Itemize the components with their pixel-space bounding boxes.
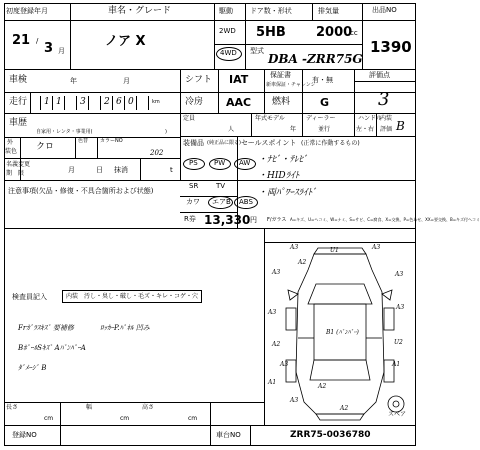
chassis-value: ZRR75-0036780 — [290, 430, 371, 440]
deadline-label: 抹消 — [114, 166, 128, 174]
shift-value: IAT — [229, 73, 249, 86]
history-sub: 自家用・レンタ・事業用( — [36, 129, 93, 135]
capacity-label: 定員 — [183, 115, 196, 122]
damage-mark: A3 — [372, 244, 381, 251]
equip-sub: (純正品に限る) — [207, 140, 241, 146]
shift-label: シフト — [185, 75, 213, 85]
lot-value: 1390 — [370, 38, 412, 56]
selling-point: ・両ﾊﾟﾜｰｽﾗｲﾄﾞ — [258, 188, 317, 198]
color-no-label: カラーNO — [100, 138, 123, 144]
outer-label: 外 — [7, 139, 14, 146]
history-label: 車歴 — [9, 118, 28, 128]
cc-unit: cc — [350, 29, 358, 37]
model-label: 型式 — [250, 47, 264, 55]
fuel-label: 燃料 — [272, 97, 291, 107]
glass-label: F/ガラス — [267, 217, 287, 223]
interior-value: B — [396, 119, 405, 133]
displacement-label: 排気量 — [318, 7, 339, 15]
reg-slash: / — [36, 37, 39, 45]
mileage-digit: 1 — [44, 97, 50, 107]
warranty-label: 保証書 — [270, 71, 291, 79]
damage-mark: U2 — [394, 339, 403, 346]
reg-month: 3 — [44, 41, 54, 56]
mileage-digit: 6 — [116, 97, 122, 107]
handle-label: ハンドル — [358, 115, 383, 122]
color-value: クロ — [36, 142, 55, 152]
damage-mark: A1 — [268, 379, 277, 386]
first-reg-label: 初度登録年月 — [6, 7, 48, 15]
length-unit: cm — [44, 415, 54, 422]
name-change-label: 名義変更 — [6, 161, 31, 168]
inspector-note: BﾎﾟｰﾙSｷｽﾞ AﾊﾞﾝﾊﾟｰA — [18, 344, 86, 352]
damage-mark: A3 — [396, 304, 405, 311]
damage-mark: A2 — [340, 405, 349, 412]
damage-mark: A3 — [280, 361, 289, 368]
name-change-day: 日 — [96, 166, 103, 174]
month-unit: 月 — [58, 47, 65, 55]
damage-mark: A3 — [272, 269, 281, 276]
recycle-unit: 円 — [250, 216, 257, 224]
year-model-unit: 年 — [290, 126, 297, 133]
ac-value: AAC — [226, 96, 252, 109]
equip-abs: ABS — [239, 198, 253, 206]
damage-mark: A3 — [395, 271, 404, 278]
name-change-label-2: 期 限 — [6, 170, 25, 177]
height-unit: cm — [188, 415, 198, 422]
chassis-label: 車台NO — [216, 431, 241, 439]
km-unit: km — [152, 99, 160, 105]
scratch-legend: A=キズ、U=ヘコミ、W=ナミ、S=サビ、C=腐食、X=交換、P=色あせ、XX=要交換、B=キズ付ヘコミ — [290, 217, 480, 222]
shaken-year-unit: 年 — [70, 77, 77, 85]
selling-label: セールスポイント — [241, 139, 297, 147]
reg-year: 21 — [12, 33, 31, 48]
damage-mark: A3 — [290, 244, 299, 251]
interior-sub: 評価 — [380, 126, 393, 133]
lot-label: 出品NO — [372, 6, 397, 14]
drive-2wd: 2WD — [219, 27, 236, 35]
deadline-unit: t — [170, 166, 173, 174]
inspector-tags: 内装 汚し・臭し・破し・毛ズ・キレ・コゲ・穴 — [66, 293, 198, 300]
mileage-digit: 2 — [104, 97, 110, 107]
warranty-value: 有・無 — [312, 76, 333, 84]
reg-no-label: 登録NO — [12, 431, 37, 439]
notes-label: 注意事項(欠品・修復・不具合箇所および状態) — [8, 187, 154, 195]
car-name: ノア X — [105, 34, 146, 49]
damage-mark: A3 — [290, 397, 299, 404]
width-unit: cm — [120, 415, 130, 422]
selling-point: ・HIDﾗｲﾄ — [258, 171, 300, 181]
width-label: 幅 — [86, 404, 93, 411]
damage-mark: A2 — [272, 341, 281, 348]
height-label: 高さ — [142, 404, 155, 411]
equip-ka: カワ — [186, 198, 200, 206]
fuel-value: G — [320, 96, 330, 109]
damage-mark: U1 — [330, 247, 339, 254]
inspector-label: 検査員記入 — [12, 293, 47, 301]
score-label: 評価点 — [369, 71, 390, 79]
selling-sub: (正常に作動するもの) — [301, 140, 360, 147]
equip-sr: SR — [189, 182, 199, 190]
damage-mark: A2 — [318, 383, 327, 390]
spare-label: スペア — [388, 411, 407, 418]
shaken-month-unit: 月 — [123, 77, 130, 85]
selling-point: ・ﾅﾋﾞ・ﾃﾚﾋﾞ — [258, 155, 308, 165]
equip-pw: PW — [214, 159, 226, 167]
equip-aw: AW — [239, 159, 251, 167]
equip-label: 装備品 — [183, 139, 204, 147]
name-change-month: 月 — [68, 166, 75, 174]
door-shape-label: ドア数・形状 — [250, 7, 292, 15]
drive-4wd: 4WD — [220, 49, 237, 57]
length-label: 長さ — [6, 404, 19, 411]
shaken-label: 車検 — [9, 75, 28, 85]
recycle-label: R券 — [184, 215, 196, 223]
color-no-value: 202 — [150, 149, 164, 157]
damage-center-note: B1 (ﾊﾞﾝﾊﾟｰ) — [326, 329, 359, 336]
warranty-sub: 新車保証・チャレンジ — [266, 82, 316, 88]
mileage-digit: 1 — [56, 97, 62, 107]
history-close: ) — [165, 129, 167, 135]
equip-ps: PS — [189, 159, 198, 167]
dealer-sub: 並行 — [318, 126, 331, 133]
damage-mark: A1 — [392, 361, 401, 368]
damage-mark: A2 — [298, 259, 307, 266]
inspector-note: ﾀﾞﾒｰｼﾞ B — [18, 364, 47, 372]
mileage-digit: 0 — [128, 97, 134, 107]
name-grade-label: 車名・グレード — [108, 6, 172, 16]
handle-value: 左・右 — [356, 126, 375, 133]
ac-label: 冷房 — [185, 97, 204, 107]
inspector-note: Frｶﾞﾗｽｷｽﾞ 要補修 — [18, 324, 74, 332]
door-value: 5HB — [256, 25, 286, 40]
equip-tv: TV — [216, 182, 226, 190]
outer-label-2: 装色 — [5, 148, 18, 155]
dealer-label: ディーラー — [306, 115, 336, 122]
interior-label: 内装 — [380, 115, 393, 122]
drive-label: 駆動 — [219, 7, 233, 15]
capacity-unit: 人 — [228, 126, 235, 133]
inspector-note: ﾛｯｶｰP.ﾊﾟﾈﾙ 凹み — [100, 324, 150, 332]
model-value: DBA -ZRR75G — [268, 52, 363, 66]
mileage-label: 走行 — [9, 97, 28, 107]
color-change-label: 色替 — [78, 138, 89, 144]
equip-airbag: エアB — [212, 198, 231, 206]
displacement-value: 2000 — [316, 25, 353, 40]
year-model-label: 年式モデル — [255, 115, 285, 122]
damage-mark: A3 — [268, 309, 277, 316]
score-value: 3 — [378, 89, 390, 110]
recycle-value: 13,330 — [204, 213, 251, 227]
mileage-digit: 3 — [80, 97, 86, 107]
